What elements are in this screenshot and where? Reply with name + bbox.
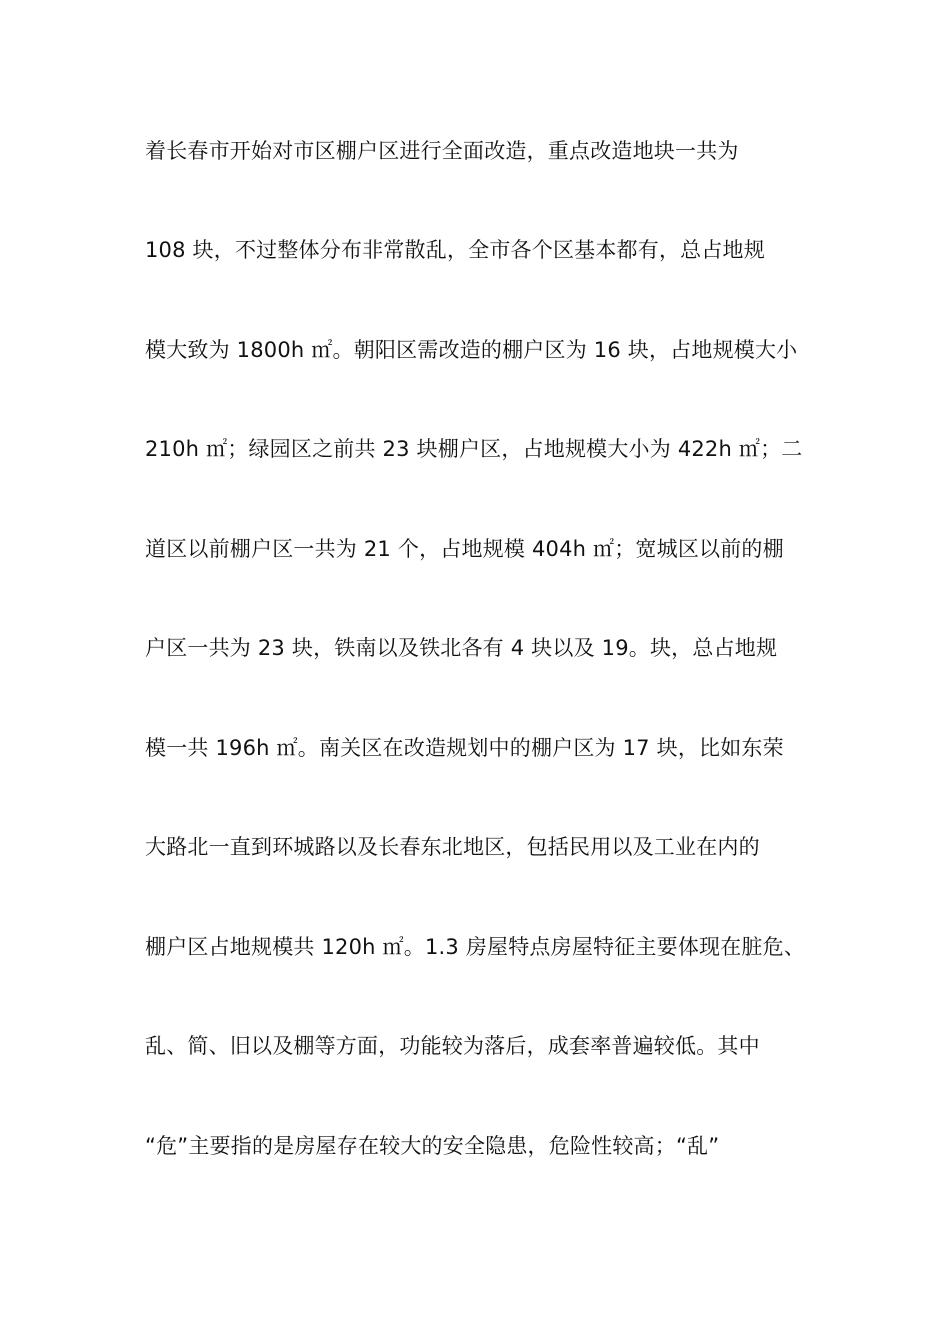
text-line: 210h ㎡；绿园区之前共 23 块棚户区，占地规模大小为 422h ㎡；二 — [145, 437, 803, 461]
text-line: 乱、简、旧以及棚等方面，功能较为落后，成套率普遍较低。其中 — [145, 1034, 760, 1058]
text-line: 模大致为 1800h ㎡。朝阳区需改造的棚户区为 16 块，占地规模大小 — [145, 338, 798, 362]
text-line: 模一共 196h ㎡。南关区在改造规划中的棚户区为 17 块，比如东荣 — [145, 736, 784, 760]
text-line: 户区一共为 23 块，铁南以及铁北各有 4 块以及 19。块，总占地规 — [145, 636, 778, 660]
text-line: 道区以前棚户区一共为 21 个，占地规模 404h ㎡；宽城区以前的棚 — [145, 537, 784, 561]
text-line: “危”主要指的是房屋存在较大的安全隐患，危险性较高；“乱” — [145, 1134, 720, 1158]
text-line: 棚户区占地规模共 120h ㎡。1.3 房屋特点房屋特征主要体现在脏危、 — [145, 935, 806, 959]
text-line: 着长春市开始对市区棚户区进行全面改造，重点改造地块一共为 — [145, 139, 739, 163]
text-line: 大路北一直到环城路以及长春东北地区，包括民用以及工业在内的 — [145, 835, 760, 859]
text-line: 108 块，不过整体分布非常散乱，全市各个区基本都有，总占地规 — [145, 238, 765, 262]
